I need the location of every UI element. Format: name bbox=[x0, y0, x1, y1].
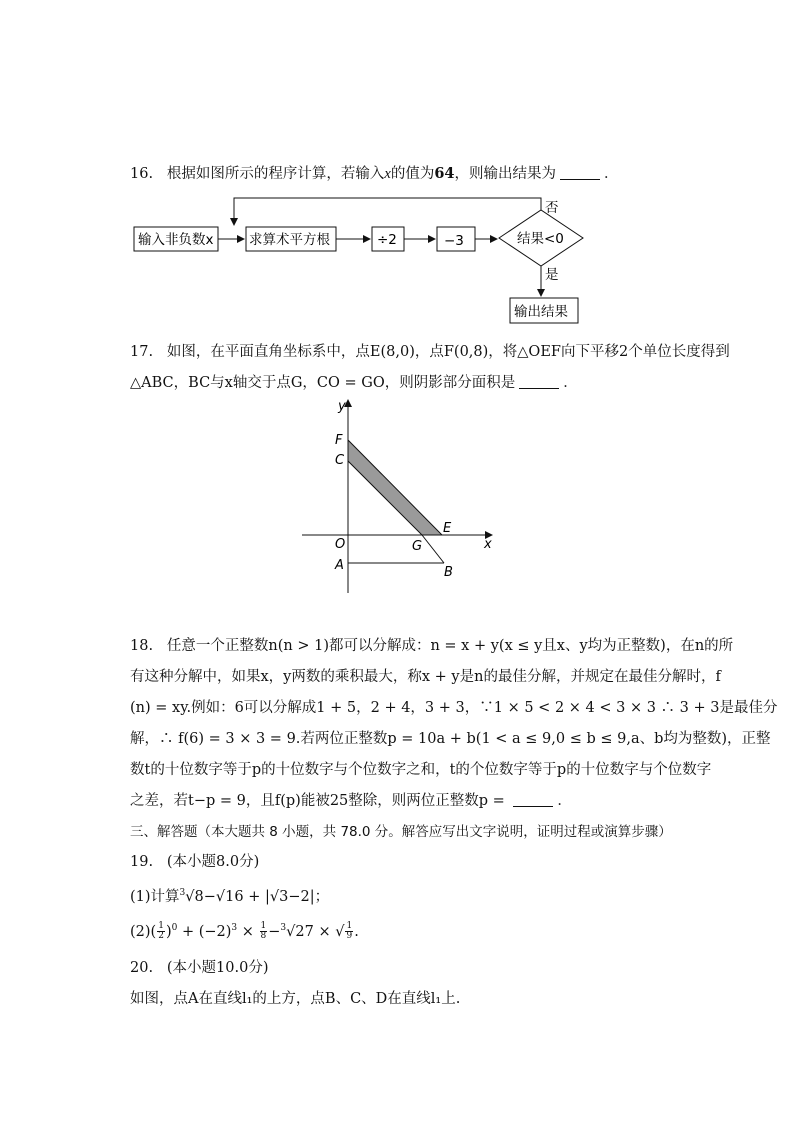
q19-part2-label: (2)( bbox=[130, 923, 157, 940]
q20-score: (本小题10.0分) bbox=[166, 960, 269, 976]
q17-figure bbox=[0, 395, 794, 600]
q18-line3 bbox=[130, 698, 777, 718]
q18-number: 18. bbox=[130, 638, 154, 654]
frac-den: 8 bbox=[260, 931, 267, 942]
frac-num: 1 bbox=[158, 921, 164, 932]
q18-text-6: 之差，若t−p = 9，且f(p)能被25整除，则两位正整数p = bbox=[130, 793, 510, 809]
q19-header bbox=[130, 852, 259, 872]
q19-part2-exp3: 3 bbox=[231, 923, 238, 933]
q19-part2-ninth bbox=[345, 922, 353, 941]
q19-part2-half bbox=[157, 922, 165, 941]
q19-part1 bbox=[130, 883, 329, 907]
q17-end: ． bbox=[563, 375, 578, 391]
flow-arrow-no bbox=[234, 198, 541, 225]
q19-part2-end: . bbox=[354, 923, 359, 940]
q16-text-a: 根据如图所示的程序计算，若输入 bbox=[166, 166, 385, 182]
q19-part2-root-index: 3 bbox=[280, 923, 287, 933]
q18-text-4: 解，∴ f(6) = 3 × 3 = 9.若两位正整数p = 10a + b(1 < a ≤ 9,0 ≤ b ≤ 9,a、b均为整数)，正整 bbox=[130, 731, 771, 747]
q18-line5 bbox=[130, 760, 711, 780]
q19-part2-exp0: 0 bbox=[171, 923, 178, 933]
q19-part1-radicand: 8 bbox=[194, 888, 204, 905]
q16-text-b: 的值为 bbox=[390, 166, 435, 182]
section-3-text: 三、解答题（本大题共 8 小题，共 78.0 分。解答应写出文字说明，证明过程或演算步骤） bbox=[130, 824, 672, 840]
label-g: G bbox=[412, 539, 423, 554]
label-o: O bbox=[335, 537, 346, 552]
q20-text-body: 如图，点A在直线l₁的上方，点B、C、D在直线l₁上. bbox=[130, 991, 461, 1007]
q20-header bbox=[130, 958, 269, 978]
q17-line2 bbox=[130, 373, 578, 393]
q18-answer-blank bbox=[513, 792, 553, 807]
q17-line1 bbox=[130, 342, 730, 362]
label-a: A bbox=[335, 558, 344, 573]
q16-end: ． bbox=[604, 166, 619, 182]
shaded-region bbox=[348, 440, 442, 535]
frac-den: 2 bbox=[158, 931, 164, 942]
label-f: F bbox=[335, 433, 343, 448]
q19-number: 19. bbox=[130, 854, 154, 870]
q19-part2-d: − bbox=[268, 923, 281, 940]
q18-line1 bbox=[130, 636, 733, 656]
q18-text-2: 有这种分解中，如果x，y两数的乘积最大，称x + y是n的最佳分解，并规定在最佳分解时，f bbox=[130, 669, 721, 685]
q19-part2-b: + (−2) bbox=[177, 923, 232, 940]
flow-yes-label: 是 bbox=[545, 267, 559, 283]
label-e: E bbox=[443, 521, 452, 536]
q20-text bbox=[130, 989, 460, 1009]
flow-input-label: 输入非负数x bbox=[138, 232, 214, 248]
flow-no-label: 否 bbox=[545, 200, 559, 216]
frac-num: 1 bbox=[260, 921, 267, 932]
label-y: y bbox=[338, 399, 346, 414]
flow-output-label: 输出结果 bbox=[514, 304, 568, 320]
q16-number: 16. bbox=[130, 166, 154, 182]
q19-part2-close: ) bbox=[165, 923, 172, 940]
q16-var: x bbox=[384, 166, 391, 182]
q19-part2-c: × bbox=[237, 923, 259, 940]
label-c: C bbox=[335, 453, 345, 468]
q16-text-c: ，则输出结果为 bbox=[454, 166, 557, 182]
q16-value: 64 bbox=[434, 165, 455, 182]
q20-number: 20. bbox=[130, 960, 154, 976]
q17-text-2: △ABC，BC与x轴交于点G，CO = GO，则阴影部分面积是 bbox=[130, 375, 516, 391]
q19-part2 bbox=[130, 918, 359, 942]
q17-answer-blank bbox=[519, 374, 559, 389]
q19-part2-e: √27 × √ bbox=[286, 923, 345, 940]
q19-score: (本小题8.0分) bbox=[166, 854, 260, 870]
frac-den: 9 bbox=[346, 931, 353, 942]
segment-gb bbox=[422, 535, 444, 563]
flow-minus-label: −3 bbox=[444, 233, 464, 249]
q18-text-1: 任意一个正整数n(n > 1)都可以分解成：n = x + y(x ≤ y且x、y均为正整数)，在n的所 bbox=[166, 638, 734, 654]
label-x: x bbox=[484, 537, 492, 552]
q19-part1-rest: −√16 + |√3−2|； bbox=[203, 888, 330, 905]
label-b: B bbox=[444, 565, 453, 580]
q18-line2 bbox=[130, 667, 721, 687]
q17-text-1: 如图，在平面直角坐标系中，点E(8,0)，点F(0,8)，将△OEF向下平移2个单位长度得到 bbox=[166, 344, 730, 360]
q18-text-5: 数t的十位数字等于p的十位数字与个位数字之和，t的个位数字等于p的十位数字与个位数字 bbox=[130, 762, 712, 778]
q16-flowchart bbox=[0, 190, 794, 330]
q19-part1-root-index: 3 bbox=[179, 888, 186, 898]
frac-num: 1 bbox=[346, 921, 353, 932]
flow-div-label: ÷2 bbox=[377, 232, 397, 248]
q19-part1-label: (1)计算 bbox=[130, 888, 180, 905]
q17-number: 17. bbox=[130, 344, 154, 360]
q19-part1-radical: √ bbox=[185, 888, 195, 905]
q18-line4 bbox=[130, 729, 771, 749]
section-3-heading bbox=[130, 822, 672, 842]
q19-part2-eighth bbox=[260, 922, 268, 941]
q18-end: ． bbox=[557, 793, 572, 809]
flow-sqrt-label: 求算术平方根 bbox=[249, 232, 330, 248]
flow-condition-label: 结果<0 bbox=[517, 231, 564, 247]
q18-line6 bbox=[130, 791, 572, 811]
q16-answer-blank bbox=[560, 165, 600, 180]
q16-text bbox=[130, 164, 619, 184]
q18-text-3: (n) = xy.例如：6可以分解成1 + 5，2 + 4，3 + 3，∵1 × 5 < 2 × 4 < 3 × 3 ∴ 3 + 3是最佳分 bbox=[130, 700, 778, 716]
